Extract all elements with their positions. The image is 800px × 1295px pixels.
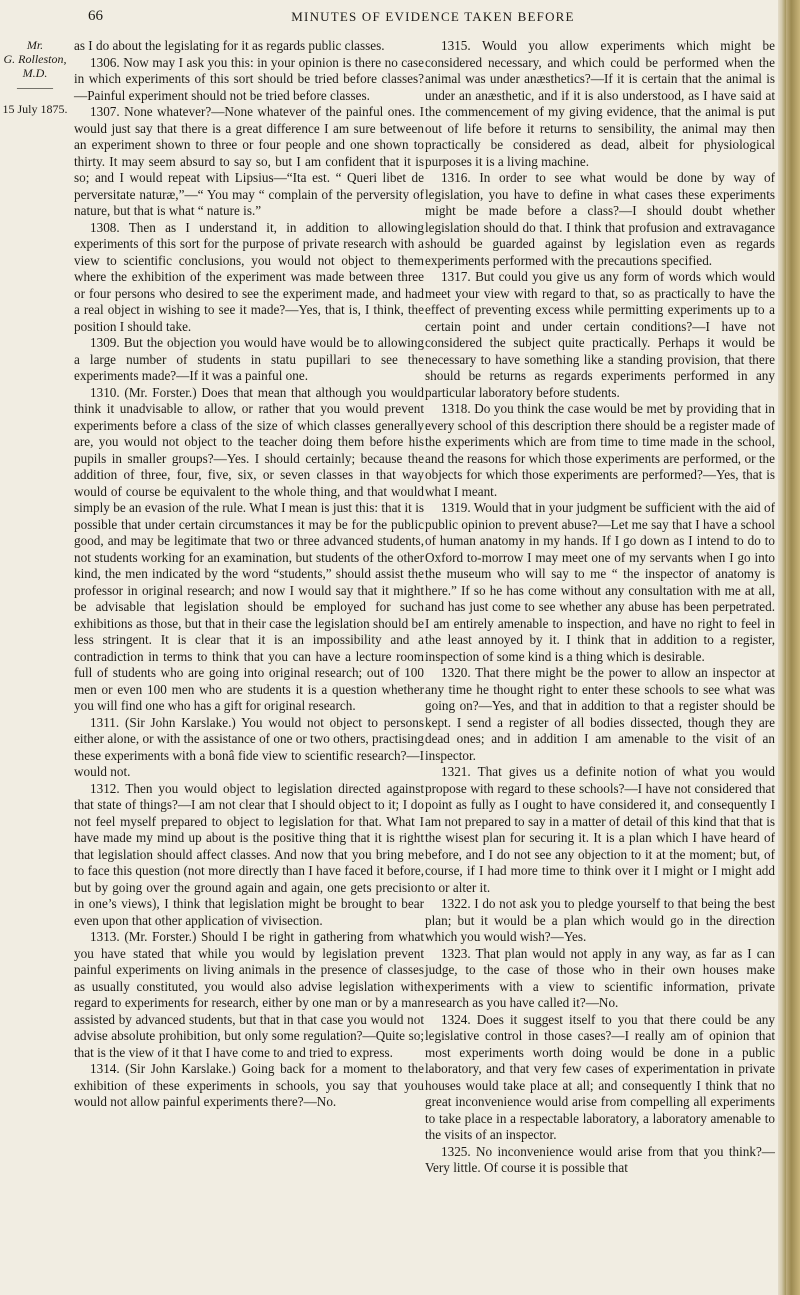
question-answer-paragraph: 1325. No inconvenience would arise from that you think?—Very little. Of course it is possible that [425,1143,775,1175]
question-answer-paragraph: 1320. That there might be the power to allow an inspector at any time he thought right to enter these schools to see what was going on?—Yes, and that in addition to that a register should be kept. I send a register of all bodies dissected, though they are dead ones; and in addition I am amenable to the visit of an inspector. [425,665,775,763]
question-answer-paragraph: 1316. In order to see what would be done by way of legislation, you have to define in what cases these experiments might be made before a class?—I should doubt whether legislation should do that. I think that profusion and extravagance should be guarded against by legislation even as regards experiments performed with the precautions specified. [425,170,775,268]
left-column [74,38,424,1111]
question-answer-paragraph: 1309. But the objection you would have would be to allowing a large number of students in statu pupillari to see the experiments made?—If it was a painful one. [74,335,424,383]
continued-paragraph: as I do about the legislating for it as regards public classes. [74,38,385,53]
question-answer-paragraph: 1311. (Sir John Karslake.) You would not object to persons either alone, or with the assistance of one or two others, practising these experiments with a bonâ fide view to scientific research?—I would not. [74,714,424,779]
question-answer-paragraph: 1312. Then you would object to legislation directed against that state of things?—I am not clear that I should object to it; I do not feel myself prepared to object to legislation for that. What I have made my mind up about is the positive thing that it is right that legislation should affect classes. And now that you bring me to face this question (not more directly than I have faced it before, but by going over the ground again and again, one gets precision in one’s views), I think that legislation might be brought to bear even upon that other application of vivisection. [74,780,424,928]
margin-dash: ——— [17,80,53,94]
margin-witness-note [2,38,68,116]
page-number: 66 [88,8,103,24]
question-answer-paragraph: 1310. (Mr. Forster.) Does that mean that although you would think it unadvisable to allow, or rather that you would prevent experiments before a class of the size of which classes generally are, you would not object to the teacher doing them before his pupils in smaller groups?—Yes. I should certainly; because the addition of three, four, five, six, or seven classes in that way would of course be equivalent to the whole thing, and that would simply be an evasion of the rule. What I mean is just this: that it is possible that under certain circumstances it may be for the public good, and may be legitimate that two or three advanced students, not students working for an examination, but students of the other kind, the men indicated by the word “students,” should assist the professor in original research; and now I would say that it might be advisable that legislation should be employed for such exhibitions as those, but that in their case the legislation should be less stringent. It is clear that it is an impossibility and a contradiction in terms to think that you can have a lecture room full of students who are going into original research; out of 100 men or even 100 men who are students it is a question whether you will find one who has a gift for original research. [74,384,424,713]
right-column [425,38,775,1177]
question-answer-paragraph: 1306. Now may I ask you this: in your opinion is there no case in which experiments of this sort should be tried before classes?—Painful experiment should not be tried before classes. [74,54,424,103]
margin-degree: M.D. [22,66,48,80]
question-answer-paragraph: 1323. That plan would not apply in any way, as far as I can judge, to the case of those who in their own houses make experiments with a view to scientific information, private research as you have called it?—No. [425,945,775,1010]
question-answer-paragraph: 1307. None whatever?—None whatever of the painful ones. I would just say that there is a great difference I am sure between an experiment shown to three or four people and one shown to thirty. It may seem absurd to say so, but I am confident that it is so; and I would repeat with Lipsius—“Ita est. “ Queri libet de perversitate naturæ,”—“ You may “ complain of the perversity of nature, but that is what “ nature is.” [74,104,424,218]
question-answer-paragraph: 1321. That gives us a definite notion of what you would propose with regard to these schools?—I have not considered that point as fully as I ought to have considered it, and consequently I am not prepared to say in a matter of detail of this kind that that is the wisest plan for securing it. It is a plan which I have heard of before, and I do not see any objection to it at the moment; but, of course, if I had more time to think over it I might or I might add to or alter it. [425,764,775,895]
question-answer-paragraph: 1314. (Sir John Karslake.) Going back for a moment to the exhibition of these experiments in schools, you say that you would not allow painful experiments there?—No. [74,1061,424,1109]
question-answer-paragraph: 1313. (Mr. Forster.) Should I be right in gathering from what you have stated that while you would by legislation prevent painful experiments on living animals in the presence of classes as usually constituted, you would also advise legislation with regard to experiments for research, either by one man or by a man assisted by advanced students, but that in that case you would not advise absolute prohibition, but only some regulation?—Quite so; that is the view of it that I have come to and tried to express. [74,929,424,1060]
page-header [88,8,778,30]
margin-witness-name: G. Rolleston, [3,52,67,66]
question-answer-paragraph: 1324. Does it suggest itself to you that there could be any legislative control in those cases?—I really am of opinion that most experiments worth doing would be done in a public laboratory, and that very few cases of experimentation in private houses would take place at all; and consequently I think that no great inconvenience would arise from compelling all experiments to take place in a respectable laboratory, a laboratory amenable to the visits of an inspector. [425,1011,775,1142]
question-answer-paragraph: 1318. Do you think the case would be met by providing that in every school of this description there should be a register made of the experiments which are from time to time made in the school, and the reasons for which those experiments are performed, or the objects for which those experiments are performed?—Yes, that is what I meant. [425,401,775,499]
question-answer-paragraph: 1315. Would you allow experiments which might be considered necessary, and which could be performed when the animal was under anæsthetics?—If it is certain that the animal is under an anæsthetic, and if it is also understood, as I have said at the commencement of my giving evidence, that the animal is put out of life before it returns to sensibility, the animal may then practically be considered as dead, albeit for physiological purposes it is a living machine. [425,38,775,169]
question-answer-paragraph: 1317. But could you give us any form of words which would meet your view with regard to that, so as practically to have the effect of preventing excess while permitting experiments up to a certain point and under certain conditions?—I have not considered the subject quite practically. Perhaps it would be necessary to have something like a standing provision, that there should be returns as regards experiments performed in any particular laboratory before students. [425,269,775,400]
running-title: MINUTES OF EVIDENCE TAKEN BEFORE [291,9,575,24]
question-answer-paragraph: 1319. Would that in your judgment be sufficient with the aid of public opinion to prevent abuse?—Let me say that I have a school of human anatomy in my hands. If I go down as I intend to do to Oxford to-morrow I may meet one of my servants when I go into the museum who will say to me “ the inspector of anatomy is here.” If so he has come without any consultation with me at all, and has just come to see whether any abuse has been perpetrated. I am entirely amenable to inspection, and have no right to feel in the least annoyed by it. I think that in addition to a register, inspection of some kind is a thing which is desirable. [425,500,775,664]
page-edge-shadow [781,0,786,1295]
question-answer-paragraph: 1308. Then as I understand it, in addition to allowing experiments of this sort for the purpose of private research with a view to scientific conclusions, you would not object to them where the exhibition of the experiment was made between three or four persons who desired to see the experiment made, and had a real object in wishing to see it made?—Yes, that is, I think, the position I should take. [74,219,424,334]
margin-title: Mr. [26,38,44,52]
margin-date: 15 July 1875. [2,102,68,116]
question-answer-paragraph: 1322. I do not ask you to pledge yourself to that being the best plan; but it would be a plan which would go in the direction which you would wish?—Yes. [425,896,775,944]
